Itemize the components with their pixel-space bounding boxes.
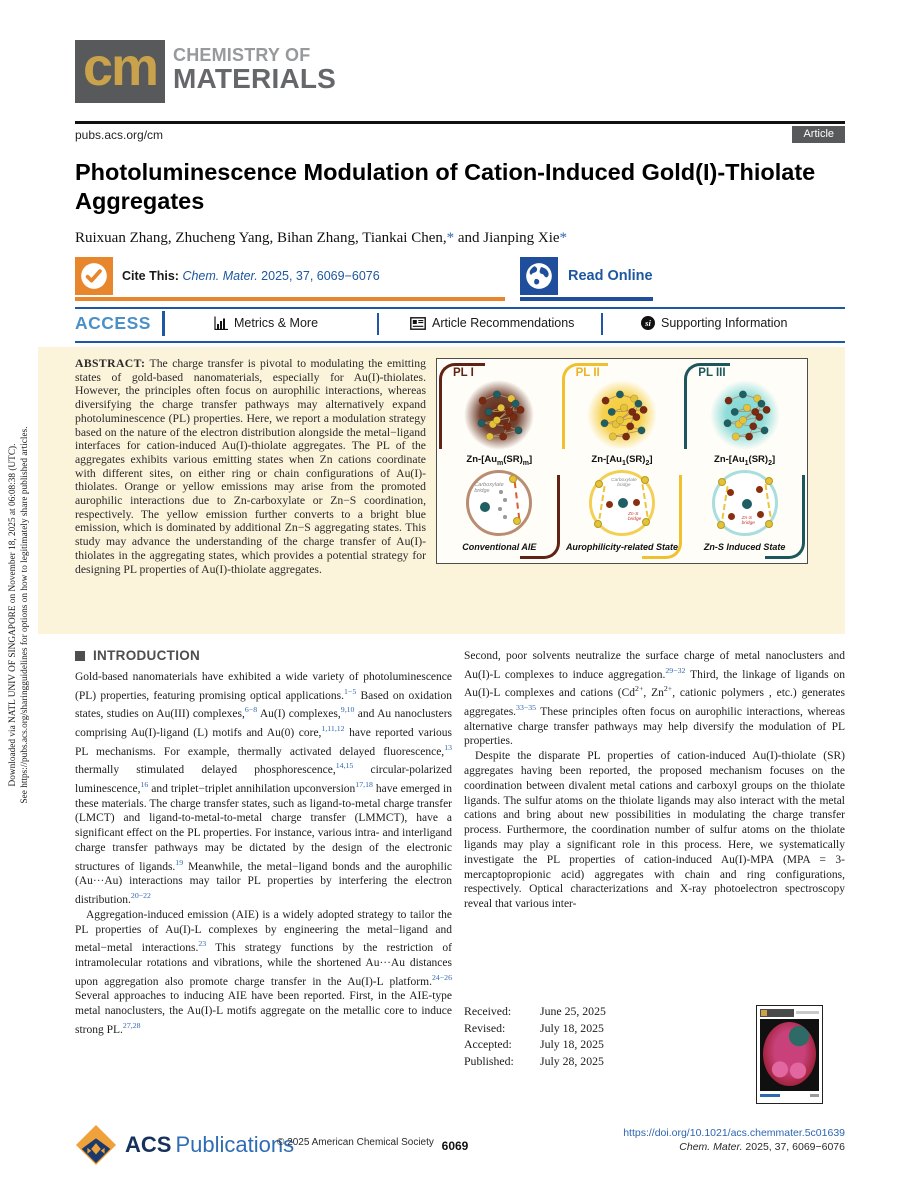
graphical-abstract (436, 358, 808, 564)
journal-name-top: CHEMISTRY OF (173, 45, 311, 65)
sulfur-atom (595, 480, 603, 488)
cite-label: Cite This: (122, 269, 179, 283)
complex-formula: $Zn-[Au_1(SR)_2]$ (714, 454, 776, 467)
cover-image (760, 1019, 819, 1091)
sulfur-atom (717, 521, 725, 529)
introduction-heading (75, 648, 200, 663)
acs-publications-logo[interactable] (75, 1124, 294, 1166)
author-list (75, 230, 835, 247)
authors-part2: and Jianping Xie (454, 230, 560, 246)
pl3-label: PL III (698, 367, 726, 379)
paragraph: Despite the disparate PL properties of cation-induced Au(I)-thiolate (SR) aggregates having been reported, the proposed mechanism focuses on the coordination between divalent metal cations and carboxyl groups on the thiolate ligands. The sulfur atoms on the thiolate ligands may also interact with the metal cations and bring about new possibilities in modulating the charge transfer process. Furthermore, the coordination number of sulfur atoms on the thiolate ligands may play a significant role in this process. Here, we systematically investigate the PL properties of cation-induced Au(I)-MPA (MPA = 3-mercaptopropionic acid) aggregates with chain and ring configurations, respectively. Optical characterizations and X-ray photoelectron spectroscopy reveal that various inter- (464, 750, 845, 911)
cite-journal[interactable]: Chem. Mater. (182, 269, 258, 283)
published-value: July 28, 2025 (540, 1053, 604, 1068)
access-divider (162, 311, 165, 336)
article-type-badge: Article (792, 126, 845, 143)
download-notice-line2: See https://pubs.acs.org/sharingguidelines for options on how to legitimately share published articles. (20, 426, 30, 804)
abstract-label: ABSTRACT: (75, 357, 146, 370)
download-notice-line1: Downloaded via NATL UNIV OF SINGAPORE on November 18, 2025 at 06:08:38 (UTC). (8, 443, 18, 787)
access-link[interactable]: ACCESS (75, 313, 151, 333)
cite-reference[interactable]: 2025, 37, 6069−6076 (257, 269, 380, 283)
copyright-notice: © 2025 American Chemical Society (277, 1137, 434, 1148)
read-online-label: Read Online (568, 268, 653, 284)
oxygen-atom (499, 490, 503, 494)
acs-diamond-icon (75, 1124, 117, 1166)
download-notice (7, 337, 31, 893)
graphical-abstract-panel-3 (683, 361, 806, 561)
state-label: Zn-S Induced State (703, 542, 786, 552)
panel-bracket (520, 475, 560, 559)
state-label: Aurophilicity-related State (565, 542, 678, 552)
oxygen-atom (498, 507, 502, 511)
published-label: Published: (464, 1053, 514, 1068)
abstract-body: The charge transfer is pivotal to modulating the emitting states of gold-based nanomaterials, especially for Au(I)-thiolates. However, the principles often focus on aurophilic interactions, whereas diversifying the charge transfer pathways may alternatively expand photoluminescence (PL) properties. Here, we report a modulation strategy based on the nature of the electron distribution alongside the metal−ligand interfaces for cation-induced Au(I)-thiolate aggregates. The PL of the aggregates exhibits various emitting states when Zn cations coordinate with different sites, on either ring or chain configurations of Au(I)-thiolates. Orange or yellow emissions may arise from the promoted aurophilic interactions due to Zn-carboxylate or Zn−S coordination, respectively. The yellow emission further converts to a bright blue emission, which is dominated by additional Zn−S aggregating states. This study may advance the understanding of the charge transfer of Au(I)-thiolates in the aggregating states, which provides a potential strategy for designing PL properties of Au(I)-thiolate aggregates. (75, 357, 426, 576)
read-online-button[interactable] (520, 257, 653, 295)
zinc-atom (742, 499, 752, 509)
cluster-illustration (462, 378, 536, 457)
journal-site-link[interactable]: pubs.acs.org/cm (75, 128, 164, 142)
zinc-atom (480, 502, 490, 512)
metrics-label: Metrics & More (234, 316, 319, 330)
metrics-and-more-link[interactable] (214, 316, 318, 330)
gold-atom (727, 489, 734, 496)
journal-logo-cm: cm (82, 37, 158, 97)
recommendations-label: Article Recommendations (432, 316, 575, 330)
cover-footer-mark (760, 1094, 780, 1097)
complex-formula: $Zn-[Au_m(SR)_m]$ (466, 454, 533, 467)
bar-chart-icon (214, 316, 228, 330)
carboxylate-bridge-label: Carboxylate bridge (611, 478, 637, 489)
intro-left-column (75, 670, 452, 1038)
received-row (464, 1003, 606, 1020)
panel-bracket (642, 475, 682, 559)
introduction-heading-label: INTRODUCTION (93, 648, 201, 663)
accepted-row (464, 1036, 606, 1053)
graphical-abstract-panel-1 (438, 361, 561, 561)
cover-footer-mark (810, 1094, 819, 1097)
access-rule-bottom (75, 341, 845, 343)
recommendations-icon (410, 317, 426, 330)
cover-masthead (760, 1009, 794, 1017)
revised-row (464, 1020, 606, 1037)
paper-title: Photoluminescence Modulation of Cation-Induced Gold(I)-Thiolate Aggregates (75, 159, 816, 214)
pl2-label: PL II (575, 367, 600, 379)
sulfur-atom (594, 520, 602, 528)
accepted-label: Accepted: (464, 1037, 512, 1051)
supporting-information-icon: si (641, 316, 655, 330)
published-row (464, 1053, 606, 1070)
article-dates (464, 1003, 606, 1069)
received-value: June 25, 2025 (540, 1004, 606, 1018)
revised-value: July 18, 2025 (540, 1020, 604, 1035)
state-label: Conventional AIE (462, 542, 537, 552)
cite-this-chip[interactable] (75, 257, 380, 295)
access-divider (377, 313, 379, 335)
accepted-value: July 18, 2025 (540, 1037, 604, 1051)
paragraph: Second, poor solvents neutralize the surface charge of metal nanoclusters and Au(I)-L complexes to induce aggregation.$^{29-32}$ Third, the linkage of ligands on Au(I)-L complexes and cations ($Cd^{2+}$, $Zn^{2+}$, cationic polymers , etc.) generates aggregates.$^{33-35}$ These principles often focus on aurophilic interactions, whereas alternative charge transfer pathways may help diversify the modulation of PL properties. (464, 650, 846, 748)
page-number: 6069 (441, 1139, 469, 1153)
journal-name (173, 45, 336, 95)
supporting-label: Supporting Information (661, 316, 788, 330)
journal-logo (75, 37, 165, 103)
sulfur-atom (718, 478, 726, 486)
zn-s-bridge-label: Zn-S bridge (741, 516, 755, 527)
journal-name-bottom: MATERIALS (173, 63, 337, 94)
globe-icon (520, 257, 558, 295)
intro-right-column (464, 649, 845, 912)
cite-this-text (122, 269, 380, 283)
bridge-dashline (598, 486, 605, 519)
carboxylate-bridge-label: Carboxylate bridge (474, 482, 504, 494)
cover-masthead-line (796, 1011, 819, 1014)
footer-citation-journal: Chem. Mater. (679, 1141, 743, 1153)
zn-s-bridge-label: Zn-S bridge (627, 512, 642, 523)
gold-atom (756, 486, 763, 493)
paragraph: Aggregation-induced emission (AIE) is a widely adopted strategy to tailor the PL properties of Au(I)-L complexes by engineering the metal−ligand and metal−metal interactions.$^{23}$ This strategy functions by the restriction of intramolecular rotations and vibrations, while the shortened Au···Au distances upon aggregation also promote charge transfer in the Au(I)-L platform.$^{24-26}$ Several approaches to inducing AIE have been reported. First, in the AIE-type metal nanoclusters, the Au(I)-L motifs aggregate on the metallic core to induce strong PL.$^{27,28}$ (75, 908, 452, 1036)
publications-wordmark: Publications (175, 1132, 295, 1157)
read-online-underline-bar (520, 297, 653, 301)
complex-formula: $Zn-[Au_1(SR)_2]$ (591, 454, 653, 467)
sulfur-atom (509, 475, 517, 483)
masthead-rule (75, 121, 845, 124)
journal-cover-thumbnail (756, 1005, 823, 1104)
article-recommendations-link[interactable] (410, 316, 574, 330)
doi-block (623, 1126, 845, 1154)
cluster-illustration (585, 378, 659, 457)
gold-atom (728, 513, 735, 520)
zinc-atom (618, 498, 628, 508)
graphical-abstract-panel-2 (561, 361, 684, 561)
panel-bracket (765, 475, 805, 559)
access-divider (601, 313, 603, 335)
abstract-section (38, 347, 845, 634)
gold-atom (633, 499, 640, 506)
corresponding-author-star[interactable]: * (446, 230, 455, 246)
revised-label: Revised: (464, 1020, 506, 1035)
received-label: Received: (464, 1004, 512, 1018)
cite-check-icon (75, 257, 113, 295)
oxygen-atom (503, 515, 507, 519)
paragraph: Gold-based nanomaterials have exhibited a wide variety of photoluminescence (PL) properties, featuring promising optical applications.$^{1-5}$ Based on oxidation states, studies on Au(III) complexes,$^{6-8}$ Au(I) complexes,$^{9,10}$ and Au nanoclusters comprising Au(I)-ligand (L) motifs and Au(0) core,$^{1,11,12}$ have reported various PL mechanisms. For example, thermally activated delayed fluorescence,$^{13}$ thermally stimulated delayed phosphorescence,$^{14,15}$ circular-polarized luminescence,$^{16}$ and triplet−triplet annihilation upconversion$^{17,18}$ have emerged in these materials. The charge transfer states, such as ligand-to-metal charge transfer (LMCT) and ligand-to-metal-to-metal charge transfer (LMMCT), have a significant effect on the PL properties. For instance, various intra- and interligand charge transfer pathways may be dictated by the design of the electronic structures of ligands.$^{19}$ Meanwhile, the metal−ligand bonds and the aurophilic (Au···Au) interactions may tailor PL properties by interfering the electron distribution.$^{20-22}$ (75, 671, 453, 906)
authors-part1: Ruixuan Zhang, Zhucheng Yang, Bihan Zhang, Tiankai Chen, (75, 230, 447, 246)
gold-atom (606, 501, 613, 508)
corresponding-author-star[interactable]: * (559, 230, 568, 246)
footer-citation (623, 1140, 845, 1154)
cluster-illustration (708, 378, 782, 457)
access-rule-top (75, 307, 845, 309)
acs-wordmark: ACS (125, 1132, 172, 1157)
section-marker (75, 651, 85, 661)
pl1-label: PL I (453, 367, 474, 379)
supporting-information-link[interactable] (641, 316, 787, 330)
footer-citation-rest: 2025, 37, 6069−6076 (742, 1141, 845, 1153)
cite-underline-bar (75, 297, 505, 301)
oxygen-atom (503, 498, 507, 502)
doi-link[interactable]: https://doi.org/10.1021/acs.chemmater.5c01639 (623, 1127, 845, 1139)
